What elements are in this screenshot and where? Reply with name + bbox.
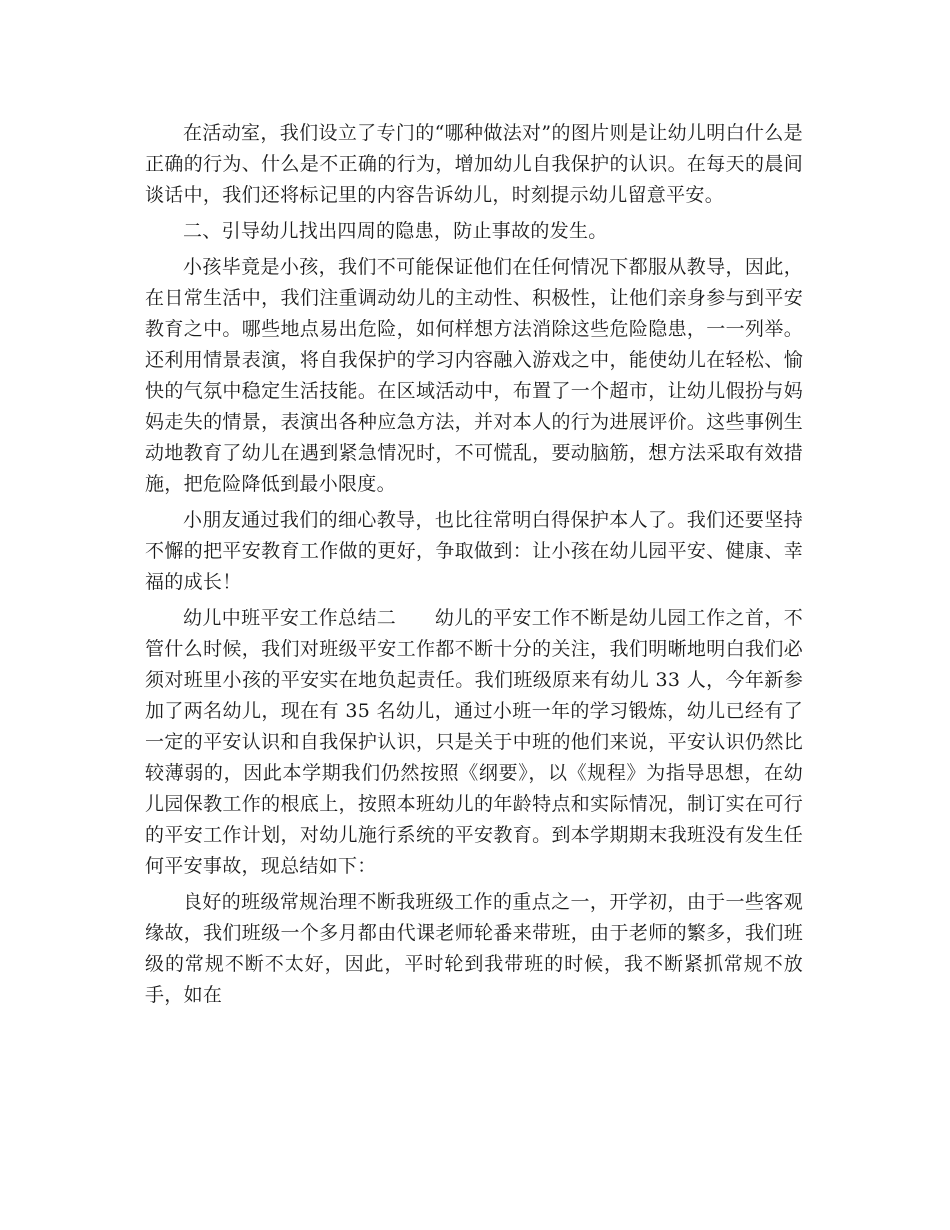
paragraph-self-protection: 小朋友通过我们的细心教导，也比往常明白得保护本人了。我们还要坚持不懈的把平安教育工作做的更好，争取做到：让小孩在幼儿园平安、健康、幸福的成长！	[145, 509, 803, 593]
paragraph-hazard-education: 小孩毕竟是小孩，我们不可能保证他们在任何情况下都服从教导，因此，在日常生活中，我们注重调动幼儿的主动性、积极性，让他们亲身参与到平安教育之中。哪些地点易出危险，如何样想方法消除这些危险隐患，一一列举。还利用情景表演，将自我保护的学习内容融入游戏之中，能使幼儿在轻松、愉快的气氛中稳定生活技能。在区域活动中，布置了一个超市，让幼儿假扮与妈妈走失的情景，表演出各种应急方法，并对本人的行为进展评价。这些事例生动地教育了幼儿在遇到紧急情况时，不可慌乱，要动脑筋，想方法采取有效措施，把危险降低到最小限度。	[145, 256, 803, 495]
paragraph-activity-room: 在活动室，我们设立了专门的“哪种做法对”的图片则是让幼儿明白什么是正确的行为、什么是不正确的行为，增加幼儿自我保护的认识。在每天的晨间谈话中，我们还将标记里的内容告诉幼儿，时刻提示幼儿留意平安。	[145, 122, 803, 206]
section-heading-hazards: 二、引导幼儿找出四周的隐患，防止事故的发生。	[183, 220, 608, 242]
document-body	[145, 118, 803, 1011]
paragraph-class-routine: 良好的班级常规治理不断我班级工作的重点之一，开学初，由于一些客观缘故，我们班级一个多月都由代课老师轮番来带班，由于老师的繁多，我们班级的常规不断不太好，因此，平时轮到我带班的时候，我不断紧抓常规不放手，如在	[145, 891, 803, 1006]
paragraph-summary-two: 幼儿中班平安工作总结二 幼儿的平安工作不断是幼儿园工作之首，不管什么时候，我们对班级平安工作都不断十分的关注，我们明晰地明白我们必须对班里小孩的平安实在地负起责任。我们班级原来有幼儿 33 人，今年新参加了两名幼儿，现在有 35 名幼儿，通过小班一年的学习锻炼，幼儿已经有了一定的平安认识和自我保护认识，只是关于中班的他们来说，平安认识仍然比较薄弱的，因此本学期我们仍然按照《纲要》，以《规程》为指导思想，在幼儿园保教工作的根底上，按照本班幼儿的年龄特点和实际情况，制订实在可行的平安工作计划，对幼儿施行系统的平安教育。到本学期期末我班没有发生任何平安事故，现总结如下：	[145, 607, 803, 877]
